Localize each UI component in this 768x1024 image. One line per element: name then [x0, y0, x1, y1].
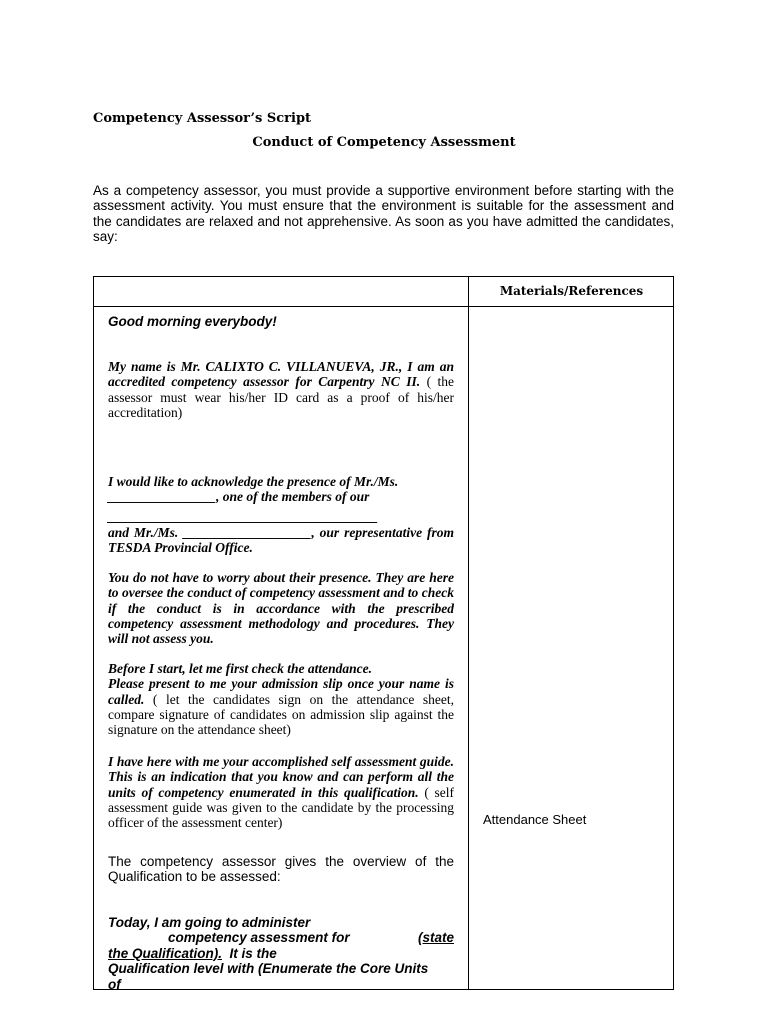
- qualification-line-5: of: [108, 976, 121, 992]
- acknowledge-representative: and Mr./Ms. ___________________, our representative from TESDA Provincial Office.: [108, 525, 454, 556]
- material-attendance-sheet: Attendance Sheet: [483, 812, 587, 827]
- admission-slip-request: Please present to me your admission slip once your name is called.: [108, 676, 454, 707]
- self-assessment-guide: [108, 754, 454, 830]
- column-divider: [468, 277, 469, 989]
- assessor-introduction-statement: My name is Mr. CALIXTO C. VILLANUEVA, JR., I am an accredited competency assessor for Carpentry NC II.: [108, 359, 454, 390]
- header-divider: [94, 306, 673, 307]
- qualification-line-4: Qualification level with (Enumerate the Core Units: [108, 961, 429, 977]
- assessor-introduction-note: ( the assessor must wear his/her ID card as a proof of his/her accreditation): [108, 374, 455, 420]
- qualification-line-1: Today, I am going to administer: [108, 915, 311, 930]
- observer-reassurance: You do not have to worry about their presence. They are here to oversee the conduct of competency assessment and to check if the conduct is in accordance with the prescribed competency assessment methodology and procedures. They will not assess you.: [108, 570, 454, 647]
- self-assessment-note: ( self assessment guide was given to the candidate by the processing officer of the assessment center): [108, 784, 455, 831]
- intro-paragraph: As a competency assessor, you must provide a supportive environment before starting with the assessment activity. You must ensure that the environment is suitable for the assessment and the candidates are relaxed and not apprehensive. As soon as you have admitted the candidates, say:: [93, 183, 674, 244]
- acknowledge-line-2: ________________, one of the members of our: [108, 489, 370, 504]
- acknowledge-line-3: ________________________________________: [108, 509, 378, 524]
- qualification-prompt-end: the Qualification).: [108, 945, 223, 961]
- self-assessment-statement: I have here with me your accomplished self assessment guide. This is an indication that you know and can perform all the units of competency enumerated in this qualification.: [108, 754, 454, 800]
- admission-slip-note: ( let the candidates sign on the attendance sheet, compare signature of candidates on admission slip against the signature on the attendance sheet): [108, 691, 455, 738]
- qualification-statement: [108, 915, 454, 992]
- materials-header: Materials/References: [499, 284, 644, 298]
- script-table: [93, 276, 674, 990]
- attendance-instructions: [108, 661, 454, 737]
- state-qualification-prompt: (state: [417, 930, 454, 946]
- qualification-line-3-text: It is the: [229, 945, 277, 961]
- qualification-line-3: [108, 946, 454, 961]
- qualification-line-2: [108, 930, 454, 945]
- qualification-line-2-text: competency assessment for: [168, 930, 350, 946]
- greeting: Good morning everybody!: [108, 314, 277, 329]
- acknowledge-line-1: I would like to acknowledge the presence of Mr./Ms.: [108, 474, 399, 489]
- attendance-start-line: Before I start, let me first check the attendance.: [108, 661, 372, 676]
- assessor-introduction: [108, 359, 454, 420]
- document-title: Competency Assessor’s Script: [93, 111, 312, 126]
- document-subtitle: Conduct of Competency Assessment: [252, 135, 516, 150]
- qualification-overview: The competency assessor gives the overview of the Qualification to be assessed:: [108, 854, 454, 885]
